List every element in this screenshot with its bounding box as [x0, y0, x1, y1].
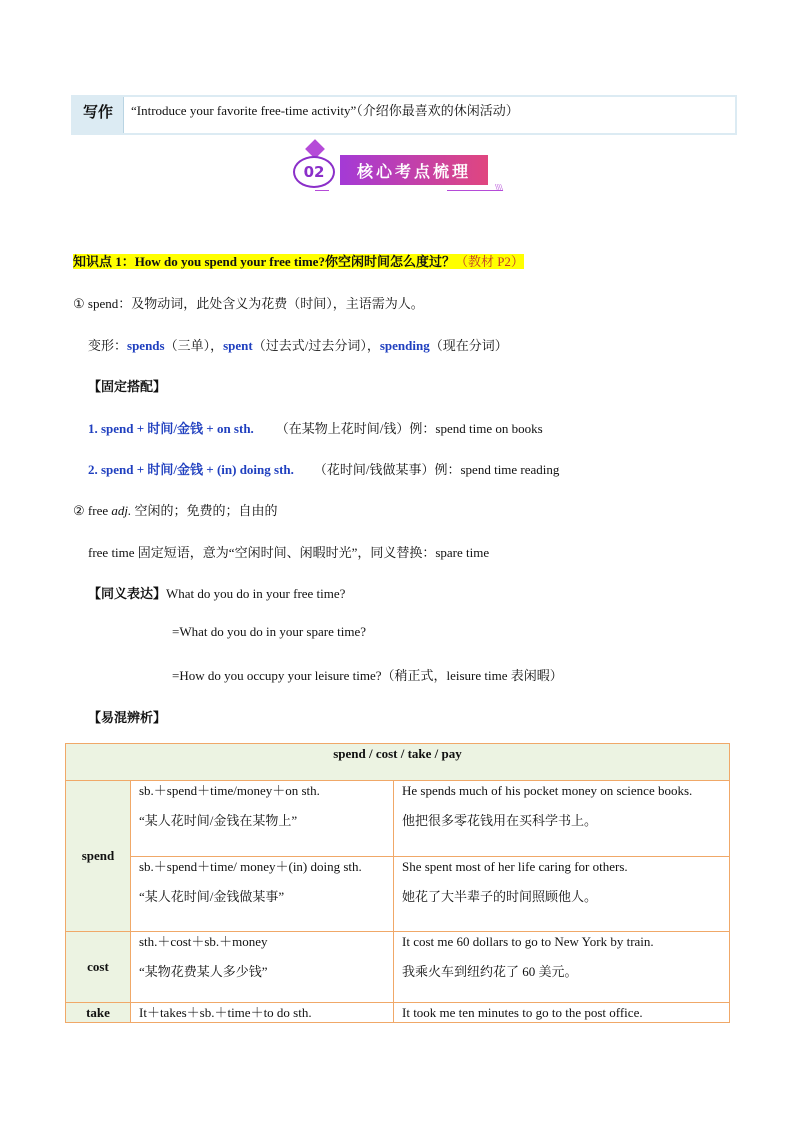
example-en: She spent most of her life caring for others.	[402, 858, 628, 874]
form-spent: spent	[223, 338, 253, 353]
divider	[123, 97, 124, 133]
form-spends: spends	[127, 338, 165, 353]
pattern-text: sb.＋spend＋time/ money＋(in) doing sth.	[139, 858, 362, 874]
form-note: （过去式/过去分词），	[252, 338, 380, 353]
pattern-text: It＋takes＋sb.＋time＋to do sth.	[139, 1005, 312, 1020]
example-zh: 他把很多零花钱用在买科学书上。	[402, 813, 598, 828]
form-spending: spending	[379, 338, 430, 353]
table-row	[66, 932, 730, 1003]
example-zh: 我乘火车到纽约花了 60 美元。	[402, 964, 578, 979]
example-zh: 她花了大半辈子的时间照顾他人。	[402, 888, 598, 904]
example-cell	[394, 856, 730, 932]
synonym-heading: 【同义表达】	[88, 586, 167, 601]
spend-forms	[88, 335, 508, 354]
free-time-phrase: free time 固定短语，意为“空闲时间、闲暇时光”，同义替换：spare time	[88, 545, 490, 560]
form-note: （三单），	[164, 338, 224, 353]
pattern-cell	[131, 856, 394, 932]
table-row	[66, 856, 730, 932]
synonym-line-1	[88, 583, 345, 602]
table-header-row	[66, 744, 730, 781]
example-cell	[394, 932, 730, 1003]
free-word: ② free	[73, 503, 112, 518]
pattern-text: sb.＋spend＋time/money＋on sth.	[139, 783, 320, 798]
synonym-sentence: What do you do in your free time?	[166, 586, 346, 601]
example-cell	[394, 781, 730, 857]
collocation-1	[88, 418, 543, 437]
pattern-text: sth.＋cost＋sb.＋money	[139, 934, 268, 949]
knowledge-point-title	[73, 251, 524, 270]
forms-label: 变形：	[88, 338, 128, 353]
free-definition	[73, 500, 278, 519]
row-label-spend: spend	[66, 781, 131, 932]
pattern-cell	[131, 781, 394, 857]
table-row	[66, 1003, 730, 1023]
pattern-meaning: “某人花时间/金钱做某事”	[139, 888, 285, 904]
table-title: spend / cost / take / pay	[66, 744, 730, 781]
collocation-pattern: 1. spend + 时间/金钱 + on sth.	[88, 421, 254, 436]
section-number: 02	[293, 156, 335, 188]
synonym-sentence: =What do you do in your spare time?	[172, 624, 366, 639]
knowledge-point-source: （教材 P2）	[454, 254, 524, 269]
pattern-cell	[131, 1003, 394, 1023]
pattern-cell	[131, 932, 394, 1003]
example-en: It took me ten minutes to go to the post office.	[402, 1005, 643, 1020]
pattern-meaning: “某物花费某人多少钱”	[139, 964, 268, 979]
example-cell	[394, 1003, 730, 1023]
section-title: 核心考点梳理	[340, 155, 488, 185]
row-label-cost: cost	[66, 932, 131, 1003]
comparison-table	[65, 743, 730, 1023]
collocation-note: （在某物上花时间/钱）例：spend time on books	[275, 421, 543, 436]
collocation-2	[88, 459, 559, 478]
part-of-speech: adj.	[111, 503, 132, 518]
writing-task-box	[71, 95, 737, 135]
section-badge	[285, 140, 520, 200]
collocation-pattern: 2. spend + 时间/金钱 + (in) doing sth.	[88, 462, 294, 477]
collocation-note: （花时间/钱做某事）例：spend time reading	[313, 462, 560, 477]
free-meanings: 空闲的；免费的；自由的	[131, 503, 278, 518]
spend-definition: ① spend：及物动词，此处含义为花费（时间），主语需为人。	[73, 296, 424, 311]
knowledge-point-text: 知识点 1：How do you spend your free time?你空闲时间怎么度过？	[73, 254, 455, 269]
table-row	[66, 781, 730, 857]
confusion-heading: 【易混辨析】	[88, 710, 167, 725]
form-note: （现在分词）	[429, 338, 508, 353]
decor-line	[315, 190, 329, 191]
writing-label: 写作	[73, 97, 123, 133]
synonym-sentence: =How do you occupy your leisure time?（稍正式，leisure time 表闲暇）	[172, 668, 563, 683]
decor-dashes: \\\\	[495, 183, 503, 194]
fixed-collocation-heading: 【固定搭配】	[88, 379, 167, 394]
row-label-take: take	[66, 1003, 131, 1023]
pattern-meaning: “某人花时间/金钱在某物上”	[139, 813, 298, 828]
example-en: It cost me 60 dollars to go to New York by train.	[402, 934, 654, 949]
writing-task-text: “Introduce your favorite free-time activity”（介绍你最喜欢的休闲活动）	[131, 103, 519, 118]
example-en: He spends much of his pocket money on science books.	[402, 783, 693, 798]
